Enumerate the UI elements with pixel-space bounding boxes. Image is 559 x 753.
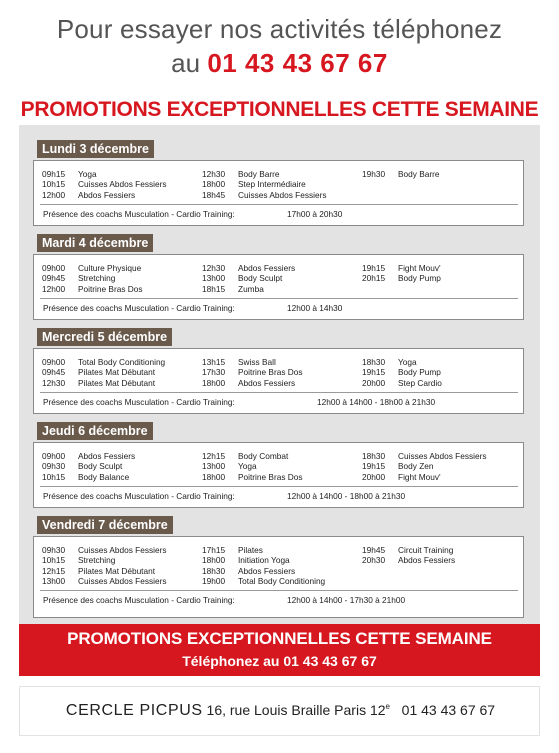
class-name: Swiss Ball (238, 357, 276, 367)
class-name: Body Barre (398, 169, 440, 179)
presence-hours: 12h00 à 14h00 - 18h00 à 21h30 (317, 396, 436, 407)
class-time: 12h00 (42, 189, 66, 200)
footer-line (20, 702, 541, 720)
class-time: 17h30 (202, 367, 226, 378)
header-phone-number[interactable]: 01 43 43 67 67 (207, 48, 388, 78)
class-time: 18h00 (202, 179, 226, 190)
promo-banner (19, 624, 540, 676)
class-entry (362, 169, 440, 179)
coach-presence (43, 595, 406, 606)
class-time: 10h15 (42, 179, 66, 190)
promo-title: PROMOTIONS EXCEPTIONNELLES CETTE SEMAINE (20, 98, 539, 121)
class-time: 17h15 (202, 545, 226, 555)
class-name: Yoga (398, 357, 417, 367)
class-entry (42, 367, 165, 377)
coach-presence (43, 396, 436, 407)
presence-hours: 12h00 à 14h00 - 17h30 à 21h00 (287, 595, 406, 606)
header-prefix: au (171, 48, 208, 78)
class-time: 19h45 (362, 545, 386, 555)
class-time: 09h45 (42, 367, 66, 378)
class-time: 13h00 (202, 461, 226, 472)
class-time: 18h30 (202, 565, 226, 576)
class-time: 10h15 (42, 555, 66, 566)
day-label: Vendredi 7 décembre (37, 516, 173, 534)
class-entry (362, 357, 442, 367)
class-name: Pilates Mat Débutant (78, 377, 156, 388)
class-time: 18h00 (202, 471, 226, 482)
class-entry (202, 545, 325, 555)
brand-name: CERCLE PICPUS (65, 702, 203, 719)
class-name: Pilates (238, 545, 263, 555)
class-column (362, 263, 441, 284)
divider (40, 590, 518, 591)
class-entry (42, 263, 143, 273)
class-time: 18h30 (362, 451, 386, 461)
class-entry (42, 179, 167, 189)
coach-presence (43, 490, 406, 501)
class-time: 09h45 (42, 273, 66, 284)
class-column (202, 169, 327, 200)
class-entry (362, 461, 487, 471)
class-entry (202, 367, 303, 377)
banner-phone-line[interactable]: Téléphonez au 01 43 43 67 67 (182, 653, 377, 669)
day-label: Mercredi 5 décembre (37, 328, 172, 346)
class-name: Fight Mouv' (398, 471, 441, 482)
class-entry (362, 273, 441, 283)
class-name: Abdos Fessiers (238, 565, 296, 576)
class-name: Poitrine Bras Dos (238, 471, 303, 482)
class-name: Abdos Fessiers (238, 377, 296, 388)
header-line-1: Pour essayer nos activités téléphonez (56, 14, 503, 44)
class-name: Yoga (78, 169, 97, 179)
class-entry (202, 263, 295, 273)
day-label: Mardi 4 décembre (37, 234, 153, 252)
class-time: 18h45 (202, 189, 226, 200)
day-schedule-box (33, 536, 524, 618)
class-time: 10h15 (42, 471, 66, 482)
class-entry (362, 472, 487, 482)
class-time: 12h30 (202, 169, 226, 179)
class-entry (202, 461, 303, 471)
class-name: Zumba (238, 283, 264, 294)
class-entry (202, 190, 327, 200)
class-time: 18h15 (202, 283, 226, 294)
class-entry (42, 357, 165, 367)
class-name: Poitrine Bras Dos (78, 283, 143, 294)
class-time: 19h15 (362, 367, 386, 378)
class-entry (42, 461, 135, 471)
class-entry (42, 472, 135, 482)
day-schedule-box (33, 442, 524, 508)
coach-presence (43, 208, 343, 219)
day-schedule-box (33, 160, 524, 226)
class-name: Body Zen (398, 461, 434, 472)
class-name: Stretching (78, 273, 116, 284)
class-time: 18h30 (362, 357, 386, 367)
class-column (202, 451, 303, 482)
class-time: 20h30 (362, 555, 386, 566)
class-name: Cuisses Abdos Fessiers (78, 575, 167, 586)
day-label: Lundi 3 décembre (37, 140, 154, 158)
class-entry (42, 576, 167, 586)
class-column (42, 169, 167, 200)
class-entry (42, 169, 167, 179)
schedule-panel (19, 125, 540, 625)
class-entry (362, 378, 442, 388)
class-name: Body Pump (398, 367, 441, 378)
class-time: 13h00 (202, 273, 226, 284)
class-name: Body Balance (78, 471, 130, 482)
class-column (42, 263, 143, 294)
class-column (362, 545, 455, 566)
class-time: 12h00 (42, 283, 66, 294)
class-name: Circuit Training (398, 545, 454, 555)
class-entry (42, 284, 143, 294)
class-entry (362, 451, 487, 461)
class-time: 19h15 (362, 461, 386, 472)
class-time: 09h00 (42, 451, 66, 461)
class-time: 09h30 (42, 545, 66, 555)
class-name: Step Cardio (398, 377, 442, 388)
class-time: 12h15 (42, 565, 66, 576)
class-name: Pilates Mat Débutant (78, 565, 156, 576)
class-column (202, 545, 325, 586)
class-column (42, 545, 167, 586)
class-entry (362, 263, 441, 273)
day-label: Jeudi 6 décembre (37, 422, 153, 440)
class-name: Body Sculpt (78, 461, 123, 472)
class-time: 09h00 (42, 263, 66, 273)
class-entry (42, 451, 135, 461)
class-entry (42, 190, 167, 200)
presence-label: Présence des coachs Musculation - Cardio Training: (43, 595, 235, 606)
class-time: 12h15 (202, 451, 226, 461)
class-name: Stretching (78, 555, 116, 566)
class-name: Yoga (238, 461, 257, 472)
class-entry (202, 555, 325, 565)
class-name: Culture Physique (78, 263, 142, 273)
class-time: 09h00 (42, 357, 66, 367)
class-name: Initiation Yoga (238, 555, 290, 566)
coach-presence (43, 302, 343, 313)
class-name: Abdos Fessiers (78, 451, 136, 461)
class-time: 13h00 (42, 575, 66, 586)
footer-address: 16, rue Louis Braille Paris 12 (202, 702, 386, 718)
class-name: Body Sculpt (238, 273, 283, 284)
class-name: Cuisses Abdos Fessiers (398, 451, 487, 461)
banner-title: PROMOTIONS EXCEPTIONNELLES CETTE SEMAINE (67, 629, 492, 648)
divider (40, 392, 518, 393)
presence-label: Présence des coachs Musculation - Cardio Training: (43, 302, 235, 313)
class-time: 09h15 (42, 169, 66, 179)
class-column (42, 357, 165, 388)
class-entry (202, 472, 303, 482)
class-time: 19h30 (362, 169, 386, 179)
class-column (202, 263, 295, 294)
class-entry (202, 451, 303, 461)
class-name: Body Barre (238, 169, 280, 179)
class-name: Cuisses Abdos Fessiers (78, 179, 167, 190)
class-name: Abdos Fessiers (238, 263, 296, 273)
day-schedule-box (33, 254, 524, 320)
class-time: 20h00 (362, 471, 386, 482)
class-entry (42, 378, 165, 388)
divider (40, 298, 518, 299)
class-time: 20h15 (362, 273, 386, 284)
class-entry (42, 545, 167, 555)
footer (19, 686, 540, 736)
class-entry (362, 367, 442, 377)
presence-label: Présence des coachs Musculation - Cardio Training: (43, 396, 235, 407)
class-entry (42, 273, 143, 283)
class-entry (202, 357, 303, 367)
class-name: Cuisses Abdos Fessiers (78, 545, 167, 555)
class-entry (202, 284, 295, 294)
class-name: Body Pump (398, 273, 441, 284)
class-time: 12h30 (202, 263, 226, 273)
class-time: 19h00 (202, 575, 226, 586)
class-name: Poitrine Bras Dos (238, 367, 303, 378)
class-name: Body Combat (238, 451, 289, 461)
class-entry (202, 179, 327, 189)
class-entry (202, 273, 295, 283)
class-entry (362, 555, 455, 565)
class-column (362, 357, 442, 388)
presence-hours: 12h00 à 14h30 (287, 302, 343, 313)
class-name: Cuisses Abdos Fessiers (238, 189, 327, 200)
class-name: Step Intermédiaire (238, 179, 306, 190)
class-entry (202, 576, 325, 586)
divider (40, 486, 518, 487)
class-column (362, 169, 440, 179)
class-column (42, 451, 135, 482)
presence-hours: 17h00 à 20h30 (287, 208, 343, 219)
class-entry (202, 378, 303, 388)
class-time: 18h00 (202, 377, 226, 388)
class-name: Abdos Fessiers (78, 189, 136, 200)
class-time: 12h30 (42, 377, 66, 388)
class-name: Abdos Fessiers (398, 555, 456, 566)
class-entry (42, 566, 167, 576)
class-entry (202, 566, 325, 576)
presence-label: Présence des coachs Musculation - Cardio Training: (43, 208, 235, 219)
day-schedule-box (33, 348, 524, 414)
class-time: 20h00 (362, 377, 386, 388)
class-column (362, 451, 487, 482)
class-entry (362, 545, 455, 555)
footer-address-sup: e (385, 702, 390, 711)
class-name: Total Body Conditioning (238, 575, 326, 586)
class-name: Fight Mouv' (398, 263, 441, 273)
class-time: 09h30 (42, 461, 66, 472)
class-time: 19h15 (362, 263, 386, 273)
header-line-2 (0, 48, 559, 79)
class-entry (42, 555, 167, 565)
footer-phone[interactable]: 01 43 43 67 67 (401, 702, 496, 718)
presence-hours: 12h00 à 14h00 - 18h00 à 21h30 (287, 490, 406, 501)
class-time: 18h00 (202, 555, 226, 566)
presence-label: Présence des coachs Musculation - Cardio Training: (43, 490, 235, 501)
class-name: Pilates Mat Débutant (78, 367, 156, 378)
class-name: Total Body Conditioning (78, 357, 166, 367)
class-time: 13h15 (202, 357, 226, 367)
divider (40, 204, 518, 205)
class-entry (202, 169, 327, 179)
class-column (202, 357, 303, 388)
